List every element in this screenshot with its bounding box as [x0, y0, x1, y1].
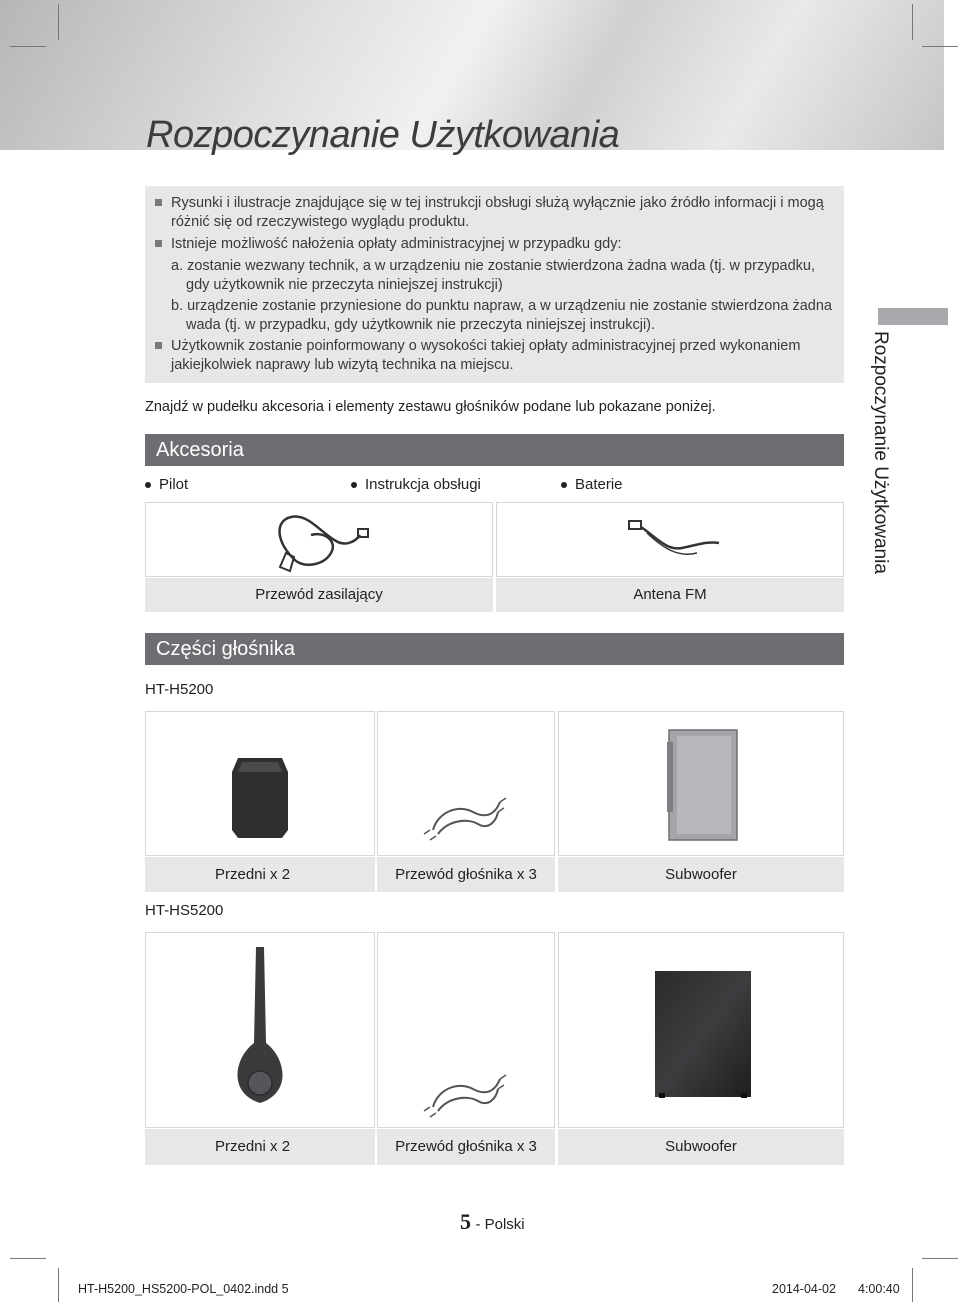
crop-mark [58, 4, 59, 40]
note-3-line-1: Użytkownik zostanie poinformowany o wysokości takiej opłaty administracyjnej przed wykonaniem [171, 338, 801, 354]
power-cord-label: Przewód zasilający [145, 578, 493, 612]
h5200-subwoofer-label: Subwoofer [558, 857, 844, 892]
bullet-icon [145, 482, 151, 488]
hs5200-subwoofer-label: Subwoofer [558, 1129, 844, 1165]
page-number-suffix: - Polski [475, 1216, 525, 1233]
fm-antenna-label: Antena FM [496, 578, 844, 612]
fm-antenna-image-cell [496, 502, 844, 577]
side-tab-marker [878, 308, 948, 325]
crop-mark [912, 4, 913, 40]
model-label-ht-hs5200: HT-HS5200 [145, 902, 224, 919]
crop-mark [912, 1268, 913, 1302]
footer-filename: HT-H5200_HS5200-POL_0402.indd 5 [78, 1282, 289, 1296]
intro-text: Znajdź w pudełku akcesoria i elementy zestawu głośników podane lub pokazane poniżej. [145, 399, 716, 415]
front-speaker-image-cell [145, 711, 375, 856]
footer-time: 4:00:40 [858, 1282, 900, 1296]
power-cord-icon [146, 503, 492, 576]
accessory-manual: Instrukcja obsługi [365, 476, 481, 493]
tall-front-speaker-image-cell [145, 932, 375, 1128]
hs5200-front-label: Przedni x 2 [145, 1129, 375, 1165]
subwoofer-icon [559, 712, 843, 855]
speaker-cable-image-cell [377, 711, 555, 856]
speaker-cable-icon [378, 933, 554, 1127]
note-2a-line-1: a. zostanie wezwany technik, a w urządzeniu nie zostanie stwierdzona żadna wada (tj. w przypadku, [171, 258, 815, 274]
crop-mark [10, 46, 46, 47]
page-number [460, 1209, 525, 1235]
side-tab-label: Rozpoczynanie Użytkowania [870, 331, 891, 574]
note-1-line-2: różnić się od rzeczywistego wyglądu produktu. [171, 214, 470, 230]
section-heading-accessories: Akcesoria [145, 434, 844, 466]
accessory-remote: Pilot [159, 476, 189, 493]
fm-antenna-icon [497, 503, 843, 576]
model-label-ht-h5200: HT-H5200 [145, 681, 214, 698]
note-bullet-icon [155, 342, 162, 349]
subwoofer-image-cell [558, 711, 844, 856]
power-cord-image-cell [145, 502, 493, 577]
crop-mark [58, 1268, 59, 1302]
subwoofer-2-image-cell [558, 932, 844, 1128]
speaker-cable-2-image-cell [377, 932, 555, 1128]
section-heading-speaker-parts: Części głośnika [145, 633, 844, 665]
note-2b-line-2: wada (tj. w przypadku, gdy użytkownik nie przeczyta niniejszej instrukcji). [186, 317, 656, 333]
crop-mark [10, 1258, 46, 1259]
bullet-icon [561, 482, 567, 488]
note-1-line-1: Rysunki i ilustracje znajdujące się w tej instrukcji obsługi służą wyłącznie jako źródło informacji i mogą [171, 195, 824, 211]
page-number-value: 5 [460, 1209, 471, 1234]
note-2: Istnieje możliwość nałożenia opłaty administracyjnej w przypadku gdy: [171, 236, 622, 252]
accessory-batteries: Baterie [575, 476, 623, 493]
note-2a-line-2: gdy użytkownik nie przeczyta niniejszej instrukcji) [186, 277, 503, 293]
front-speaker-icon [146, 712, 374, 855]
bullet-icon [351, 482, 357, 488]
speaker-cable-icon [378, 712, 554, 855]
h5200-front-label: Przedni x 2 [145, 857, 375, 892]
note-2b-line-1: b. urządzenie zostanie przyniesione do punktu napraw, a w urządzeniu nie zostanie stwierdzona żadna [171, 298, 832, 314]
footer-date: 2014-04-02 [772, 1282, 836, 1296]
hs5200-cable-label: Przewód głośnika x 3 [377, 1129, 555, 1165]
crop-mark [922, 46, 958, 47]
crop-mark [922, 1258, 958, 1259]
tall-front-speaker-icon [146, 933, 374, 1127]
note-bullet-icon [155, 240, 162, 247]
page-title: Rozpoczynanie Użytkowania [146, 114, 620, 156]
note-3-line-2: jakiejkolwiek naprawy lub wizytą technika na miejscu. [171, 357, 514, 373]
subwoofer-icon [559, 933, 843, 1127]
note-bullet-icon [155, 199, 162, 206]
h5200-cable-label: Przewód głośnika x 3 [377, 857, 555, 892]
